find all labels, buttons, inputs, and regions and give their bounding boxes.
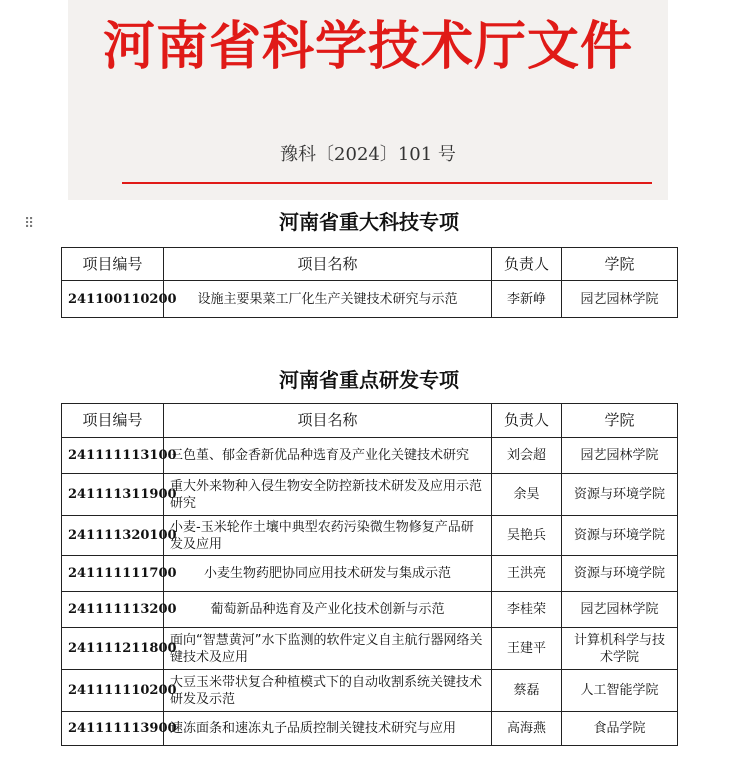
project-name: 重大外来物种入侵生物安全防控新技术研发及应用示范研究 xyxy=(164,474,492,516)
document-number: 豫科〔2024〕101 号 xyxy=(280,144,456,165)
project-code: 241111113900 xyxy=(62,712,164,746)
project-leader: 李新峥 xyxy=(492,281,562,318)
project-leader: 吴艳兵 xyxy=(492,516,562,556)
table-row xyxy=(62,474,678,516)
project-college: 食品学院 xyxy=(562,712,678,746)
project-name: 三色堇、郁金香新优品种选育及产业化关键技术研究 xyxy=(164,438,492,474)
table-row xyxy=(62,592,678,628)
column-header: 负责人 xyxy=(492,404,562,438)
project-name: 面向“智慧黄河”水下监测的软件定义自主航行器网络关键技术及应用 xyxy=(164,628,492,670)
drag-handle-icon[interactable]: ⠿ xyxy=(24,216,35,232)
project-name: 葡萄新品种选育及产业化技术创新与示范 xyxy=(164,592,492,628)
table-header-row xyxy=(62,248,678,281)
table-row xyxy=(62,712,678,746)
project-code: 241111110200 xyxy=(62,670,164,712)
column-header: 学院 xyxy=(562,404,678,438)
column-header: 学院 xyxy=(562,248,678,281)
project-leader: 余昊 xyxy=(492,474,562,516)
project-leader: 王洪亮 xyxy=(492,556,562,592)
project-college: 资源与环境学院 xyxy=(562,556,678,592)
project-college: 园艺园林学院 xyxy=(562,592,678,628)
project-name: 小麦生物药肥协同应用技术研发与集成示范 xyxy=(164,556,492,592)
table-row xyxy=(62,670,678,712)
project-code: 241111113100 xyxy=(62,438,164,474)
project-college: 资源与环境学院 xyxy=(562,516,678,556)
column-header: 项目名称 xyxy=(164,404,492,438)
document-title: 河南省科学技术厅文件 xyxy=(102,16,633,77)
project-college: 人工智能学院 xyxy=(562,670,678,712)
column-header: 项目名称 xyxy=(164,248,492,281)
table-key-projects xyxy=(61,403,678,746)
project-leader: 高海燕 xyxy=(492,712,562,746)
section-title-major: 河南省重大科技专项 xyxy=(279,210,459,234)
table-row xyxy=(62,628,678,670)
project-name: 大豆玉米带状复合种植模式下的自动收割系统关键技术研发及示范 xyxy=(164,670,492,712)
table-row xyxy=(62,438,678,474)
table-major-projects xyxy=(61,247,678,318)
table-row xyxy=(62,556,678,592)
project-college: 资源与环境学院 xyxy=(562,474,678,516)
project-code: 241111211800 xyxy=(62,628,164,670)
project-code: 241111320100 xyxy=(62,516,164,556)
document-header xyxy=(68,0,668,200)
project-leader: 刘会超 xyxy=(492,438,562,474)
column-header: 项目编号 xyxy=(62,404,164,438)
project-name: 设施主要果菜工厂化生产关键技术研究与示范 xyxy=(164,281,492,318)
project-name: 小麦-玉米轮作土壤中典型农药污染微生物修复产品研发及应用 xyxy=(164,516,492,556)
project-leader: 李桂荣 xyxy=(492,592,562,628)
project-code: 241100110200 xyxy=(62,281,164,318)
project-college: 园艺园林学院 xyxy=(562,281,678,318)
project-name: 速冻面条和速冻丸子品质控制关键技术研究与应用 xyxy=(164,712,492,746)
project-code: 241111113200 xyxy=(62,592,164,628)
table-header-row xyxy=(62,404,678,438)
column-header: 项目编号 xyxy=(62,248,164,281)
project-college: 园艺园林学院 xyxy=(562,438,678,474)
project-college: 计算机科学与技术学院 xyxy=(562,628,678,670)
table-row xyxy=(62,281,678,318)
column-header: 负责人 xyxy=(492,248,562,281)
project-leader: 蔡磊 xyxy=(492,670,562,712)
project-code: 241111311900 xyxy=(62,474,164,516)
table-row xyxy=(62,516,678,556)
red-divider xyxy=(122,182,652,184)
section-title-key: 河南省重点研发专项 xyxy=(279,368,459,392)
project-code: 241111111700 xyxy=(62,556,164,592)
project-leader: 王建平 xyxy=(492,628,562,670)
